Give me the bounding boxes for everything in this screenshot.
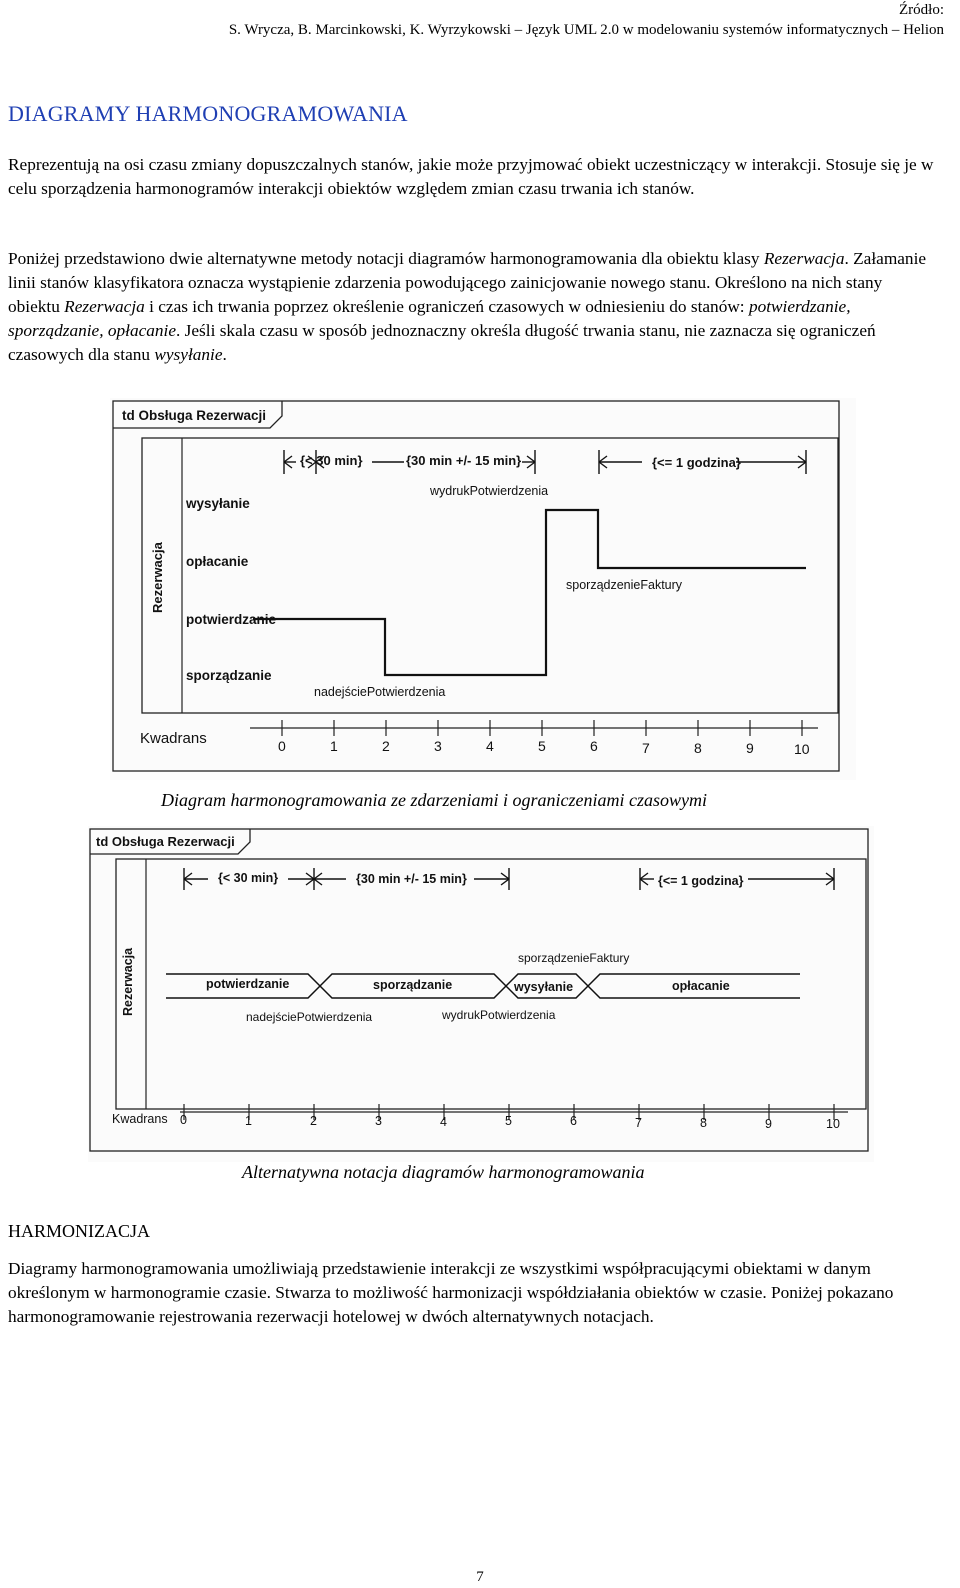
notation-paragraph: Poniżej przedstawiono dwie alternatywne metody notacji diagramów harmonogramowania dla obiektu klasy Rezerwacja. Załamanie linii stanów klasyfikatora oznacza wystąpienie zdarzenia powodującego zainicjowanie nowego stanu. Określono na nich stany obiektu Rezerwacja i czas ich trwania poprzez określenie ograniczeń czasowych w odniesieniu do stanów: potwierdzanie, sporządzanie, opłacanie. Jeśli skala czasu w sposób jednoznaczny określa długość trwania stanu, nie zaznacza się ograniczeń czasowych dla stanu wysyłanie. (8, 249, 927, 364)
tick-label: 7 (635, 1116, 642, 1130)
event-label: sporządzenieFaktury (518, 951, 630, 965)
tick-label: 9 (765, 1117, 772, 1131)
tick-label: 7 (642, 740, 650, 756)
tick-label: 1 (245, 1114, 252, 1128)
tick-label: 9 (746, 740, 754, 756)
tick-label: 0 (180, 1113, 187, 1127)
tick-label: 3 (375, 1114, 382, 1128)
axis-label: Kwadrans (112, 1112, 168, 1126)
tick-label: 8 (700, 1116, 707, 1130)
state-label: sporządzanie (186, 668, 272, 683)
state-label: sporządzanie (373, 978, 453, 992)
tick-label: 1 (330, 738, 338, 754)
figure2-caption: Alternatywna notacja diagramów harmonogramowania (242, 1162, 645, 1182)
state-label: potwierdzanie (186, 612, 277, 627)
frame-label: td Obsługa Rezerwacji (96, 834, 235, 849)
timing-diagram-2 (88, 826, 874, 1162)
state-label: opłacanie (672, 979, 730, 993)
frame-label: td Obsługa Rezerwacji (122, 408, 267, 423)
tick-label: 5 (505, 1114, 512, 1128)
state-label: potwierdzanie (206, 977, 290, 991)
time-constraint: {<= 1 godzina} (652, 455, 741, 470)
state-label: wysyłanie (514, 980, 574, 994)
tick-label: 10 (794, 741, 810, 757)
axis-label: Kwadrans (140, 730, 207, 747)
time-constraint: {<= 1 godzina} (658, 874, 744, 888)
time-constraint: {30 min +/- 15 min} (356, 872, 467, 886)
page-number: 7 (476, 1569, 484, 1585)
source-citation: S. Wrycza, B. Marcinkowski, K. Wyrzykowski – Język UML 2.0 w modelowaniu systemów informatycznych – Helion (228, 22, 944, 38)
lifeline-name: Rezerwacja (121, 947, 135, 1016)
figure1-caption: Diagram harmonogramowania ze zdarzeniami i ograniczeniami czasowymi (161, 790, 708, 810)
section-heading: HARMONIZACJA (8, 1221, 151, 1241)
tick-label: 6 (590, 738, 598, 754)
state-label: opłacanie (186, 554, 249, 569)
tick-label: 4 (486, 738, 494, 754)
tick-label: 3 (434, 738, 442, 754)
event-label: nadejściePotwierdzenia (314, 685, 446, 699)
event-label: nadejściePotwierdzenia (246, 1010, 373, 1024)
time-constraint: {< 30 min} (300, 453, 363, 468)
event-label: wydrukPotwierdzenia (442, 1008, 556, 1022)
event-label: wydrukPotwierdzenia (430, 484, 549, 498)
source-label: Źródło: (899, 2, 944, 18)
lifeline-name: Rezerwacja (150, 542, 165, 613)
tick-label: 6 (570, 1114, 577, 1128)
harmonization-paragraph: Diagramy harmonogramowania umożliwiają przedstawienie interakcji ze wszystkimi współpracującymi obiektami w danym określonym w harmonogramie czasie. Stwarza to możliwość harmonizacji współdziałania obiektów w czasie. Poniżej pokazano harmonogramowanie rejestrowania rezerwacji hotelowej w dwóch alternatywnych notacjach. (8, 1259, 894, 1326)
event-label: sporządzenieFaktury (566, 578, 683, 592)
tick-label: 0 (278, 738, 286, 754)
tick-label: 2 (310, 1114, 317, 1128)
tick-label: 4 (440, 1115, 447, 1129)
tick-label: 2 (382, 738, 390, 754)
tick-label: 10 (826, 1117, 840, 1131)
time-constraint: {< 30 min} (218, 871, 279, 885)
tick-label: 8 (694, 740, 702, 756)
tick-label: 5 (538, 738, 546, 754)
state-label: wysyłanie (186, 496, 250, 511)
time-constraint: {30 min +/- 15 min} (406, 453, 522, 468)
page-title: DIAGRAMY HARMONOGRAMOWANIA (8, 101, 408, 126)
timing-diagram-1 (110, 398, 856, 780)
intro-paragraph: Reprezentują na osi czasu zmiany dopuszczalnych stanów, jakie może przyjmować obiekt uczestniczący w interakcji. Stosuje się je w celu sporządzenia harmonogramów interakcji obiektów względem zmian czasu trwania ich stanów. (8, 155, 934, 198)
